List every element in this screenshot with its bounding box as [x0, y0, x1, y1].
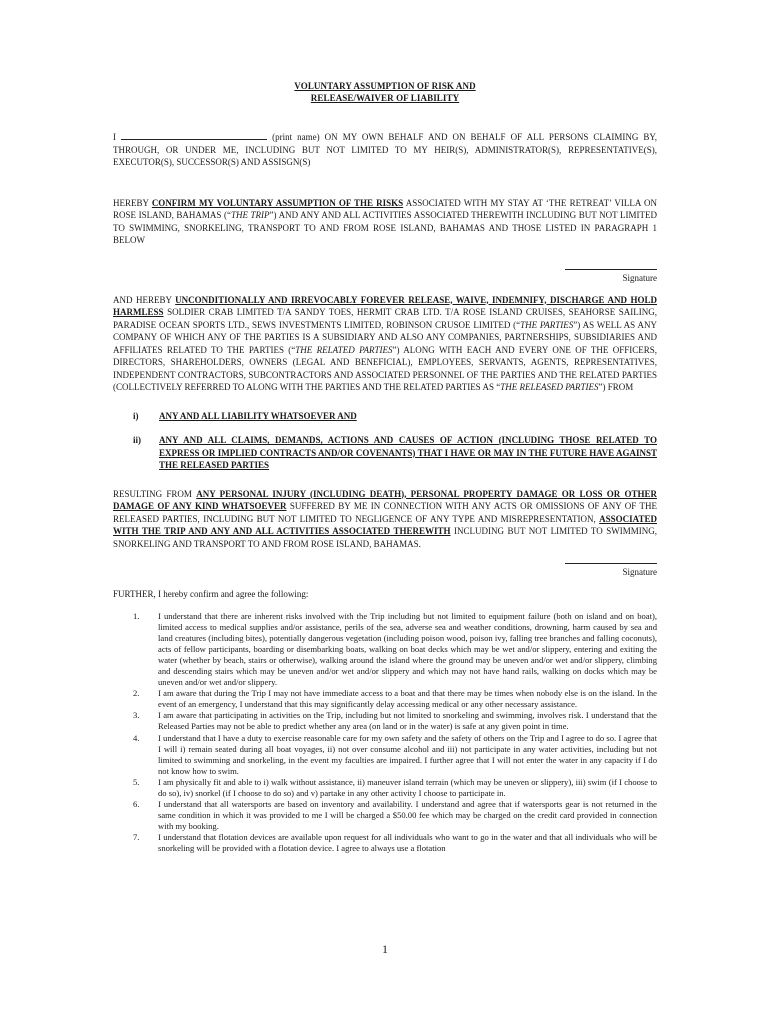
signature-line-2[interactable]: [565, 555, 657, 564]
term-number: 7.: [133, 832, 140, 843]
confirm-e: ”) AND ANY AND ALL ACTIVITIES ASSOCIATED THEREWITH INCLUDING BUT NOT LIMITED TO SWIMMING, SNORKELING, TRANSPORT TO AND FROM ROSE ISLAND, BAHAMAS AND THOSE LISTED IN PARAGRAPH 1 BELOW: [113, 210, 657, 245]
term-text: I am aware that participating in activities on the Trip, including but not limited to snorkeling and swimming, involves risk. I understand that the Released Parties may not be able to predict whether any area (on land or in the water) is safe at any given point in time.: [158, 710, 657, 732]
document-page: [113, 80, 657, 855]
intro-text: (print name) ON MY OWN BEHALF AND ON BEHALF OF ALL PERSONS CLAIMING BY, THROUGH, OR UNDER ME, INCLUDING BUT NOT LIMITED TO MY HEIR(S), ADMINISTRATOR(S), REPRESENTATIVE(S), EXECUTOR(S), SUCCESSOR(S) AND ASSISGN(S): [113, 132, 658, 167]
term-text: I understand that all watersports are based on inventory and availability. I understand and agree that if watersports gear is not returned in the same condition in which it was provided to me I will be charged a $50.00 fee which may be charged on the credit card provided in connection with my booking.: [158, 799, 657, 832]
resulting-e: INCLUDING BUT NOT LIMITED TO SWIMMING, SNORKELING AND TRANSPORT TO AND FROM ROSE ISLAND, BAHAMAS.: [113, 526, 657, 549]
list-item: [113, 733, 657, 777]
resulting-c: SUFFERED BY ME IN CONNECTION WITH ANY ACTS OR OMISSIONS OF ANY OF THE RELEASED PARTIES, INCLUDING BUT NOT LIMITED TO NEGLIGENCE OF ANY TYPE AND MISREPRESENTATION,: [113, 501, 658, 524]
signature-label-2: Signature: [622, 567, 657, 577]
roman-text: ANY AND ALL CLAIMS, DEMANDS, ACTIONS AND CAUSES OF ACTION (INCLUDING THOSE RELATED TO EXPRESS OR IMPLIED CONTRACTS AND/OR COVENANTS) THAT I HAVE OR MAY IN THE FUTURE HAVE AGAINST THE RELEASED PARTIES: [159, 435, 657, 470]
page-number: 1: [382, 942, 388, 956]
intro-prefix: I: [113, 132, 116, 142]
title-line-1: VOLUNTARY ASSUMPTION OF RISK AND: [294, 81, 476, 91]
title-line-2: RELEASE/WAIVER OF LIABILITY: [310, 93, 460, 103]
resulting-paragraph: [113, 488, 657, 551]
intro-paragraph: [113, 131, 657, 169]
list-item: [113, 688, 657, 710]
list-item: [113, 799, 657, 832]
term-number: 2.: [133, 688, 140, 699]
roman-text: ANY AND ALL LIABILITY WHATSOEVER AND: [159, 410, 357, 421]
further-paragraph: FURTHER, I hereby confirm and agree the following:: [113, 589, 309, 599]
doc-title: [113, 80, 657, 104]
release-g: ”) ALONG WITH EACH AND EVERY ONE OF THE OFFICERS, DIRECTORS, SHAREHOLDERS, OWNERS (LEGAL AND BENEFICIAL), EMPLOYEES, SERVANTS, AGENTS, REPRESENTATIVES, INDEPENDENT CONTRACTORS, SUBCONTRACTORS AND ASSOCIATED PERSONNEL OF THE PARTIES AND THE RELATED PARTIES (COLLECTIVELY REFERRED TO ALONG WITH THE PARTIES AND THE RELATED PARTIES AS “: [113, 344, 657, 392]
release-i: ”) FROM: [598, 382, 634, 392]
resulting-a: RESULTING FROM: [113, 488, 197, 499]
confirm-c: ASSOCIATED WITH MY STAY AT ‘THE RETREAT’ VILLA ON ROSE ISLAND, BAHAMAS (“: [113, 197, 657, 220]
signature-block-1: [113, 261, 657, 284]
confirm-paragraph: [113, 197, 657, 247]
term-text: I understand that flotation devices are available upon request for all individuals who want to go in the water and that all individuals who will be snorkeling will be provided with a flotation device. I agree to always use a flotation: [158, 832, 657, 854]
release-paragraph: [113, 294, 657, 394]
resulting-b: ANY PERSONAL INJURY (INCLUDING DEATH), PERSONAL PROPERTY DAMAGE OR LOSS OR OTHER DAMAGE OF ANY KIND WHATSOEVER: [113, 488, 657, 511]
name-blank-line[interactable]: [121, 131, 267, 140]
signature-block-2: [113, 555, 657, 578]
roman-item: [113, 410, 657, 423]
roman-num: ii): [133, 435, 141, 445]
confirm-b: CONFIRM MY VOLUNTARY ASSUMPTION OF THE RISKS: [151, 197, 404, 208]
release-b: UNCONDITIONALLY AND IRREVOCABLY FOREVER RELEASE, WAIVE, INDEMNIFY, DISCHARGE AND HOLD HARMLESS: [113, 294, 657, 317]
term-number: 3.: [133, 710, 140, 721]
list-item: [113, 710, 657, 732]
term-number: 6.: [133, 799, 140, 810]
release-c: SOLDIER CRAB LIMITED T/A SANDY TOES, HERMIT CRAB LTD. T/A ROSE ISLAND CRUISES, SEAHORSE SAILING, PARADISE OCEAN SPORTS LTD., SEWS INVESTMENTS LIMITED, ROBINSON CRUSOE LIMITED (“: [113, 307, 657, 330]
term-text: I am aware that during the Trip I may not have immediate access to a boat and that there may be times when nobody else is on the island. In the event of an emergency, I understand that this may significantly delay accessing medical or any other necessary assistance.: [158, 688, 657, 710]
confirm-a: HEREBY: [113, 197, 152, 208]
terms-list: [113, 611, 657, 855]
term-number: 1.: [133, 610, 140, 621]
release-h: THE RELEASED PARTIES: [500, 382, 599, 392]
release-e: ”) AS WELL AS ANY COMPANY OF WHICH ANY OF THE PARTIES IS A SUBSIDIARY AND ALSO ANY COMPANIES, PARTNERSHIPS, SUBSIDIARIES AND AFFILIATES RELATED TO THE PARTIES (“: [113, 319, 657, 355]
list-item: [113, 832, 657, 854]
roman-item: [113, 434, 657, 472]
confirm-d: THE TRIP: [230, 210, 270, 220]
release-f: THE RELATED PARTIES: [295, 344, 393, 355]
signature-line-1[interactable]: [565, 261, 657, 270]
resulting-d: ASSOCIATED WITH THE TRIP AND ANY AND ALL ACTIVITIES ASSOCIATED THEREWITH: [113, 513, 657, 536]
release-d: THE PARTIES: [520, 319, 574, 330]
list-item: [113, 611, 657, 689]
term-text: I understand that there are inherent risks involved with the Trip including but not limited to equipment failure (both on island and on boat), limited access to medical supplies and/or assistance, perils of the sea, adverse sea and weather conditions, drowning, harm caused by sea and land creatures (including bites), potentially dangerous vegetation (including poison wood, poison ivy, falling tree branches and falling coconuts), acts of fellow participants, boarding or disembarking boats, walking on boat decks which may be wet and/or slippery, entering and exiting the water (whether by beach, stairs or otherwise), walking around the island where the ground may be uneven and/or wet and/or slippery, climbing and descending stairs which may be uneven and/or wet and/or slippery and which may not have hand rails, walking on docks which may be uneven and/or wet and/or slippery.: [158, 610, 657, 688]
term-text: I am physically fit and able to i) walk without assistance, ii) maneuver island terrain (which may be uneven or slippery), iii) swim (if I choose to do so), iv) snorkel (if I choose to do so) and v) partake in any other activity I choose to participate in.: [158, 776, 657, 798]
term-number: 5.: [133, 776, 140, 787]
term-text: I understand that I have a duty to exercise reasonable care for my own safety and the safety of others on the Trip and I agree to do so. I agree that I will i) remain seated during all boat voyages, ii) not over consume alcohol and iii) not participate in any water activities, including but not limited to swimming and snorkeling, in the event my faculties are impaired. I further agree that I will not enter the water in any capacity if I do not know how to swim.: [158, 732, 657, 776]
term-number: 4.: [133, 732, 140, 743]
list-item: [113, 777, 657, 799]
roman-num: i): [133, 410, 139, 421]
signature-label-1: Signature: [622, 272, 657, 283]
release-a: AND HEREBY: [113, 294, 176, 305]
